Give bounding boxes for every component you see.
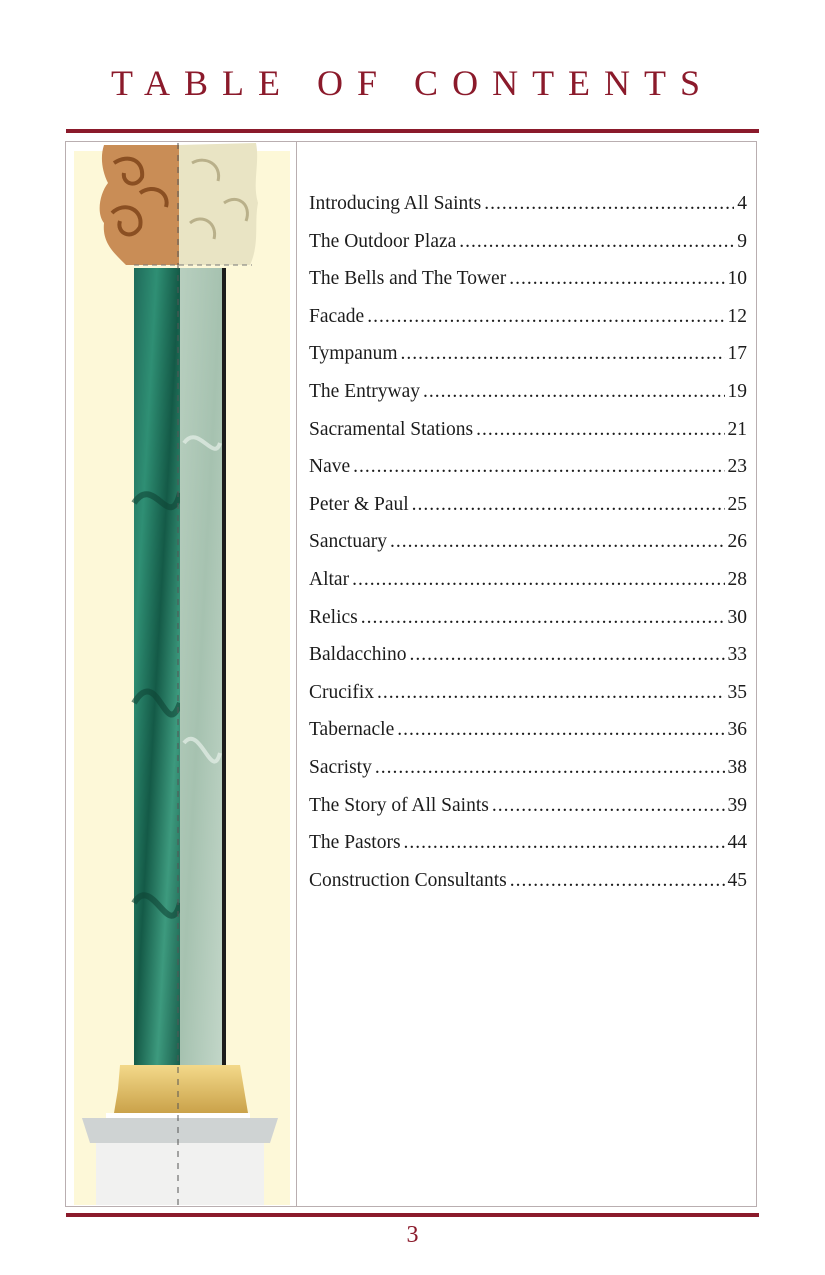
toc-entry-page: 12 bbox=[727, 305, 747, 327]
toc-entry[interactable] bbox=[309, 644, 747, 682]
toc-leader-dots bbox=[367, 306, 724, 328]
toc-leader-dots bbox=[510, 870, 725, 892]
toc-entry-page: 26 bbox=[727, 531, 747, 553]
toc-entry-page: 39 bbox=[727, 794, 747, 816]
toc-entry[interactable] bbox=[309, 268, 747, 306]
toc-entry-page: 4 bbox=[737, 193, 747, 214]
toc-leader-dots bbox=[401, 343, 725, 365]
toc-entry[interactable] bbox=[309, 531, 747, 569]
toc-leader-dots bbox=[476, 419, 724, 441]
top-rule bbox=[66, 129, 759, 133]
toc-entry[interactable] bbox=[309, 757, 747, 795]
toc-leader-dots bbox=[423, 381, 724, 403]
toc-entry-page: 28 bbox=[727, 568, 747, 590]
toc-leader-dots bbox=[390, 531, 725, 553]
toc-entry-title: Tympanum bbox=[309, 343, 398, 365]
toc-entry-title: Nave bbox=[309, 456, 351, 478]
toc-entry-title: Sanctuary bbox=[309, 531, 387, 553]
toc-leader-dots bbox=[404, 832, 725, 854]
toc-leader-dots bbox=[412, 494, 725, 516]
column-illustration bbox=[74, 143, 290, 1205]
toc-leader-dots bbox=[397, 719, 724, 741]
toc-leader-dots bbox=[492, 795, 725, 817]
toc-leader-dots bbox=[509, 268, 724, 290]
toc-entry-title: Crucifix bbox=[309, 681, 374, 703]
toc-leader-dots bbox=[352, 569, 724, 591]
toc-entry-page: 9 bbox=[737, 230, 747, 252]
toc-leader-dots bbox=[353, 456, 724, 478]
toc-entry-page: 21 bbox=[727, 418, 747, 440]
toc-entry[interactable] bbox=[309, 193, 747, 231]
toc-entry-title: The Pastors bbox=[309, 832, 401, 854]
toc-entry-page: 35 bbox=[727, 681, 747, 703]
toc-entry-page: 30 bbox=[727, 606, 747, 628]
toc-entry-title: Relics bbox=[309, 606, 358, 628]
toc-entry[interactable] bbox=[309, 719, 747, 757]
toc-entry-page: 38 bbox=[727, 756, 747, 778]
toc-entry-title: Construction Consultants bbox=[309, 869, 507, 891]
toc-entry-title: The Outdoor Plaza bbox=[309, 230, 457, 252]
toc-entry-page: 19 bbox=[727, 380, 747, 402]
toc-entry[interactable] bbox=[309, 870, 747, 908]
toc-entry-page: 45 bbox=[727, 869, 747, 891]
toc-leader-dots bbox=[484, 193, 734, 215]
toc-entry-title: Facade bbox=[309, 305, 365, 327]
toc-entry[interactable] bbox=[309, 607, 747, 645]
toc-entry-title: Sacristy bbox=[309, 756, 372, 778]
toc-entry-page: 23 bbox=[727, 456, 747, 478]
toc-entry[interactable] bbox=[309, 231, 747, 269]
toc-entry[interactable] bbox=[309, 343, 747, 381]
toc-leader-dots bbox=[459, 231, 734, 253]
toc-entry-title: Peter & Paul bbox=[309, 493, 409, 515]
toc-entry-title: The Bells and The Tower bbox=[309, 268, 507, 290]
toc-leader-dots bbox=[361, 607, 725, 629]
toc-entry-title: The Entryway bbox=[309, 380, 421, 402]
page-title: TABLE OF CONTENTS bbox=[110, 63, 715, 103]
frame-divider bbox=[296, 141, 297, 1207]
toc-entry-page: 25 bbox=[727, 493, 747, 515]
toc-entry[interactable] bbox=[309, 419, 747, 457]
toc-entry[interactable] bbox=[309, 832, 747, 870]
toc-entry-title: Introducing All Saints bbox=[309, 193, 482, 214]
table-of-contents bbox=[309, 193, 747, 907]
toc-leader-dots bbox=[377, 682, 725, 704]
bottom-rule bbox=[66, 1213, 759, 1217]
toc-entry-title: Tabernacle bbox=[309, 719, 395, 741]
toc-entry[interactable] bbox=[309, 494, 747, 532]
toc-entry[interactable] bbox=[309, 682, 747, 720]
toc-leader-dots bbox=[409, 644, 724, 666]
toc-entry[interactable] bbox=[309, 381, 747, 419]
toc-entry-title: Baldacchino bbox=[309, 644, 407, 666]
toc-entry[interactable] bbox=[309, 306, 747, 344]
toc-entry-title: The Story of All Saints bbox=[309, 794, 489, 816]
toc-entry[interactable] bbox=[309, 569, 747, 607]
toc-leader-dots bbox=[375, 757, 725, 779]
toc-entry[interactable] bbox=[309, 795, 747, 833]
page-number: 3 bbox=[406, 1222, 419, 1248]
toc-entry-title: Altar bbox=[309, 568, 350, 590]
toc-entry-page: 33 bbox=[727, 644, 747, 666]
toc-entry-page: 36 bbox=[727, 719, 747, 741]
toc-entry-title: Sacramental Stations bbox=[309, 418, 474, 440]
toc-entry[interactable] bbox=[309, 456, 747, 494]
toc-entry-page: 10 bbox=[727, 268, 747, 290]
toc-entry-page: 17 bbox=[727, 343, 747, 365]
toc-entry-page: 44 bbox=[727, 832, 747, 854]
